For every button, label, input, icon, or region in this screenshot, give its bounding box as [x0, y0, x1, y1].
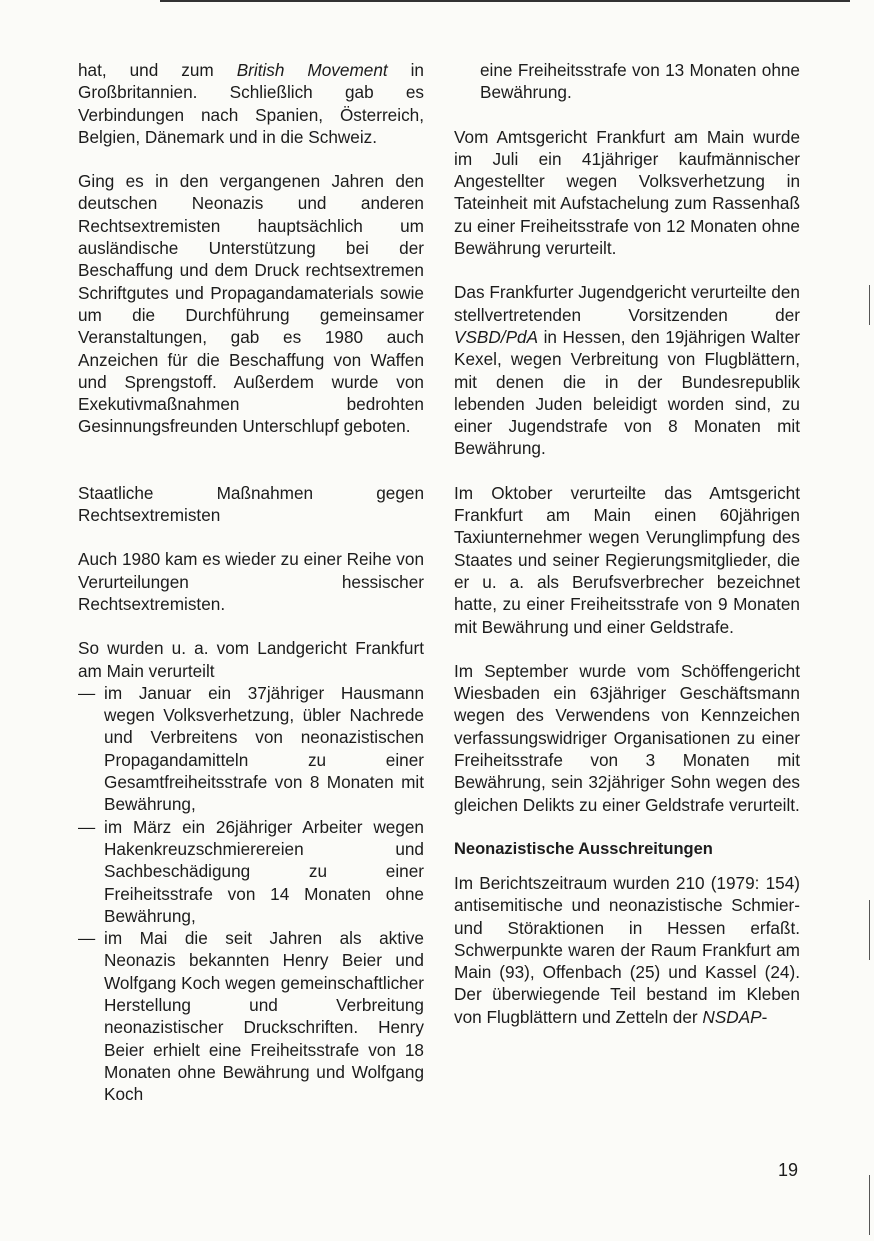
list-item [78, 927, 424, 1105]
scan-margin-mark [869, 285, 870, 325]
paragraph: Auch 1980 kam es wieder zu einer Reihe von Verurteilungen hessischer Rechtsextremisten. [78, 549, 424, 614]
paragraph: Ging es in den vergangenen Jahren den deutschen Neonazis und anderen Rechtsextremisten hauptsächlich um ausländische Unterstützung bei der Beschaffung und dem Druck rechtsextremen Schriftgutes und Propagandamaterials sowie um die Durchführung gemeinsamer Veranstaltungen, gab es 1980 auch Anzeichen für die Beschaffung von Waffen und Sprengstoff. Außerdem wurde von Exekutivmaßnahmen bedrohten Gesinnungsfreunden Unterschlupf geboten. [78, 171, 424, 437]
list-item-text: im März ein 26jähriger Arbeiter wegen Hakenkreuzschmierereien und Sachbeschädigung zu einer Freiheitsstrafe von 14 Monaten ohne Bewährung, [104, 816, 424, 926]
paragraph: Im Berichtszeitraum wurden 210 (1979: 154) antisemitische und neonazistische Schmier- und Störaktionen in Hessen erfaßt. Schwerpunkte waren der Raum Frankfurt am Main (93), Offenbach (25) und Kassel (24). Der überwiegende Teil bestand im Kleben von Flugblättern und Zetteln der NSDAP- [454, 872, 800, 1027]
right-column [454, 59, 800, 1028]
list-item [78, 816, 424, 927]
scan-top-edge [160, 0, 850, 2]
section-heading: Neonazistische Ausschreitungen [454, 839, 713, 858]
dash-bullet: — [78, 682, 96, 703]
paragraph: Im September wurde vom Schöffengericht Wiesbaden ein 63jähriger Geschäftsmann wegen des Verwendens von Kennzeichen verfassungswidriger Organisationen zu einer Freiheitsstrafe von 3 Monaten mit Bewährung, sein 32jähriger Sohn wegen des gleichen Delikts zu einer Geldstrafe verurteilt. [454, 660, 800, 815]
dash-bullet: — [78, 928, 96, 949]
paragraph: eine Freiheitsstrafe von 13 Monaten ohne Bewährung. [480, 60, 800, 103]
paragraph: hat, und zum British Movement in Großbritannien. Schließlich gab es Verbindungen nach Spanien, Österreich, Belgien, Dänemark und in die Schweiz. [78, 60, 424, 147]
paragraph: Im Oktober verurteilte das Amtsgericht Frankfurt am Main einen 60jährigen Taxiunternehmer wegen Verunglimpfung des Staates und seiner Regierungsmitglieder, die er u. a. als Berufsverbrecher bezeichnet hatte, zu einer Freiheitsstrafe von 9 Monaten mit Bewährung und einer Geldstrafe. [454, 482, 800, 637]
list-item-text: im Januar ein 37jähriger Hausmann wegen Volksverhetzung, übler Nachrede und Verbreitens von neonazistischen Propagandamitteln zu einer Gesamtfreiheitsstrafe von 8 Monaten mit Bewährung, [104, 682, 424, 815]
list-item [78, 682, 424, 816]
list-item-text: im Mai die seit Jahren als aktive Neonazis bekannten Henry Beier und Wolfgang Koch wegen gemeinschaftlicher Herstellung und Verbreitung neonazistischer Druckschriften. Henry Beier erhielt eine Freiheitsstrafe von 18 Monaten ohne Bewährung und Wolfgang Koch [104, 928, 424, 1105]
left-column [78, 59, 424, 1105]
page-number: 19 [778, 1160, 799, 1180]
paragraph: So wurden u. a. vom Landgericht Frankfurt am Main verurteilt [78, 638, 424, 681]
dash-bullet: — [78, 816, 96, 837]
paragraph: Das Frankfurter Jugendgericht verurteilte den stellvertretenden Vorsitzenden der VSBD/PdA in Hessen, den 19jährigen Walter Kexel, wegen Verbreitung von Flugblättern, mit denen die in der Bundesrepublik lebenden Juden beleidigt worden sind, zu einer Jugendstrafe von 8 Monaten mit Bewährung. [454, 282, 800, 459]
paragraph: Vom Amtsgericht Frankfurt am Main wurde im Juli ein 41jähriger kaufmännischer Angestellter wegen Volksverhetzung in Tateinheit mit Aufstachelung zum Rassenhaß zu einer Freiheitsstrafe von 12 Monaten ohne Bewährung verurteilt. [454, 126, 800, 259]
subheading: Staatliche Maßnahmen gegen Rechtsextremisten [78, 482, 424, 526]
scan-margin-mark [869, 900, 870, 960]
scan-margin-mark [869, 1175, 870, 1235]
